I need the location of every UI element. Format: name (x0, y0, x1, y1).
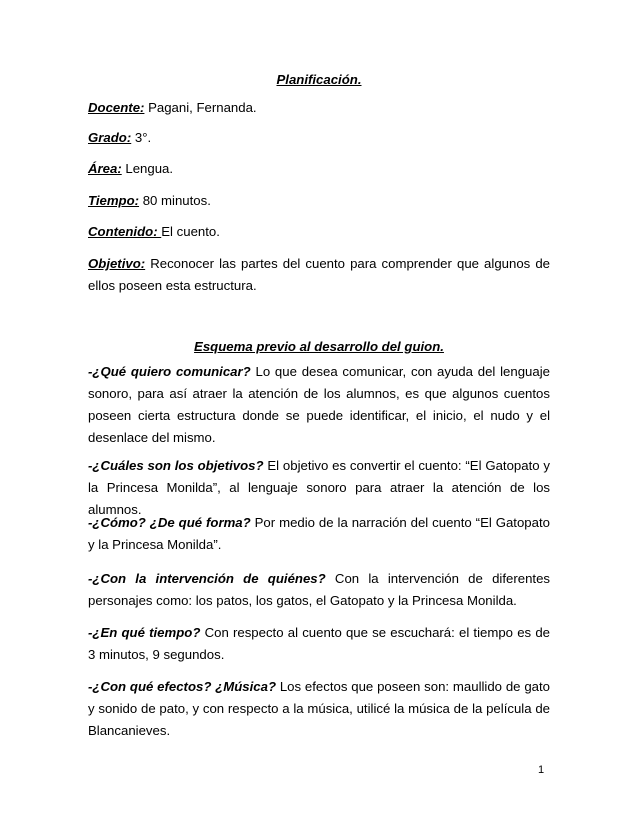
field-label: Objetivo: (88, 256, 146, 271)
field-label: Grado: (88, 130, 132, 145)
answer-text: Los efectos que poseen son: maullido de gato y sonido de pato, y con respecto a la música, utilicé la música de la película de Blancanieves. (88, 679, 550, 738)
question-block-efectos (88, 676, 550, 742)
field-label: Área: (88, 161, 122, 176)
field-label: Contenido: (88, 224, 162, 239)
answer-text: El objetivo es convertir el cuento: “El Gatopato y la Princesa Monilda”, al lenguaje sonoro para atraer la atención de los alumnos. (88, 458, 550, 517)
section-subtitle: Esquema previo al desarrollo del guion. (194, 339, 444, 354)
answer-text: Lo que desea comunicar, con ayuda del lenguaje sonoro, para así atraer la atención de los alumnos, es que algunos cuentos poseen cierta estructura donde se puede identificar, el inicio, el nudo y el desenlace del mismo. (88, 364, 550, 445)
question-block-tiempo (88, 622, 550, 666)
question-label: -¿En qué tiempo? (88, 625, 201, 640)
field-docente (88, 100, 550, 115)
field-value: 80 minutos. (139, 193, 211, 208)
answer-text: Con respecto al cuento que se escuchará: el tiempo es de 3 minutos, 9 segundos. (88, 625, 550, 662)
field-grado (88, 130, 550, 145)
answer-text: Con la intervención de diferentes personajes como: los patos, los gatos, el Gatopato y la Princesa Monilda. (88, 571, 550, 608)
answer-text: Por medio de la narración del cuento “El Gatopato y la Princesa Monilda”. (88, 515, 550, 552)
field-label: Docente: (88, 100, 145, 115)
document-title: Planificación. (276, 72, 362, 87)
field-value: El cuento. (161, 224, 220, 239)
question-block-intervencion (88, 568, 550, 612)
question-label: -¿Cómo? ¿De qué forma? (88, 515, 251, 530)
question-block-comunicar (88, 361, 550, 449)
question-label: -¿Con la intervención de quiénes? (88, 571, 326, 586)
field-area (88, 161, 550, 176)
question-label: -¿Con qué efectos? ¿Música? (88, 679, 277, 694)
question-block-como (88, 512, 550, 556)
field-contenido (88, 224, 550, 239)
field-value: Lengua. (121, 161, 174, 176)
field-value: Reconocer las partes del cuento para comprender que algunos de ellos poseen esta estructura. (88, 256, 550, 293)
field-value: 3°. (131, 130, 152, 145)
question-label: -¿Qué quiero comunicar? (88, 364, 251, 379)
field-tiempo (88, 193, 550, 208)
question-label: -¿Cuáles son los objetivos? (88, 458, 264, 473)
page-number: 1 (538, 764, 545, 776)
field-value: Pagani, Fernanda. (144, 100, 257, 115)
field-objetivo (88, 253, 550, 297)
field-label: Tiempo: (88, 193, 140, 208)
